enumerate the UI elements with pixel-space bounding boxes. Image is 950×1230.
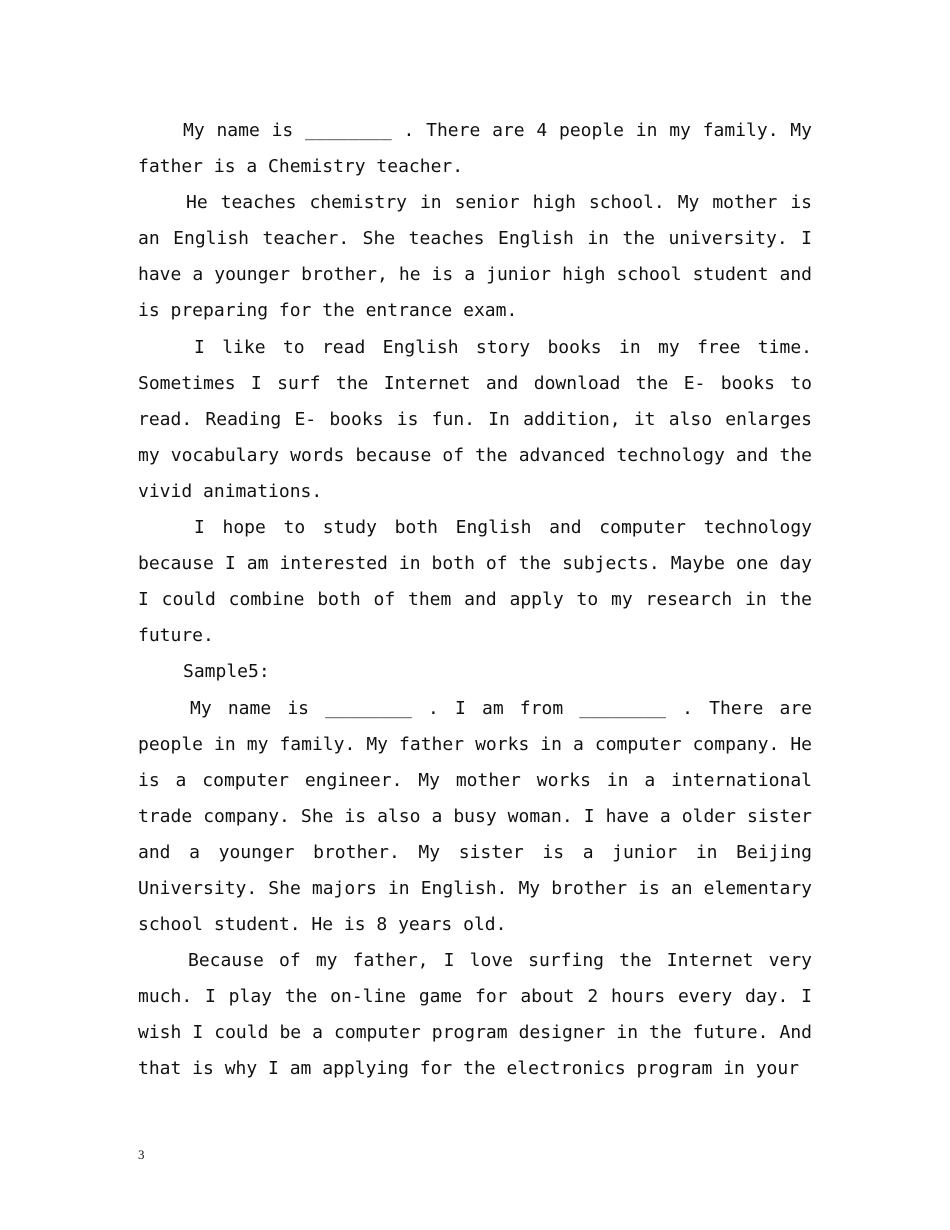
- paragraph-sample5-internet: Because of my father, I love surfing the Internet very much. I play the on-line game for about 2 hours every day. I wish I could be a computer program designer in the future. And that is why I am applying for the electronics program in your: [138, 950, 812, 1080]
- paragraph-reading: I like to read English story books in my free time. Sometimes I surf the Internet and download the E- books to read. Reading E- books is fun. In addition, it also enlarges my vocabulary words because of the advanced technology and the vivid animations.: [138, 336, 812, 502]
- paragraph-sample5-family: My name is ________ . I am from ________ . There are people in my family. My father works in a computer company. He is a computer engineer. My mother works in a international trade company. She is also a busy woman. I have a older sister and a younger brother. My sister is a junior in Beijing University. She majors in English. My brother is an elementary school student. He is 8 years old.: [138, 697, 812, 936]
- paragraph-study-plans: I hope to study both English and computer technology because I am interested in both of the subjects. Maybe one day I could combine both of them and apply to my research in the future.: [138, 517, 812, 647]
- sample-heading: Sample5:: [183, 661, 270, 683]
- paragraph-family-intro: My name is ________ . There are 4 people in my family. My father is a Chemistry teacher.: [138, 120, 812, 178]
- page-number: 3: [138, 1147, 145, 1162]
- paragraph-parents: He teaches chemistry in senior high school. My mother is an English teacher. She teaches English in the university. I have a younger brother, he is a junior high school student and is preparing for the entrance exam.: [138, 192, 812, 322]
- document-body: [138, 113, 812, 1088]
